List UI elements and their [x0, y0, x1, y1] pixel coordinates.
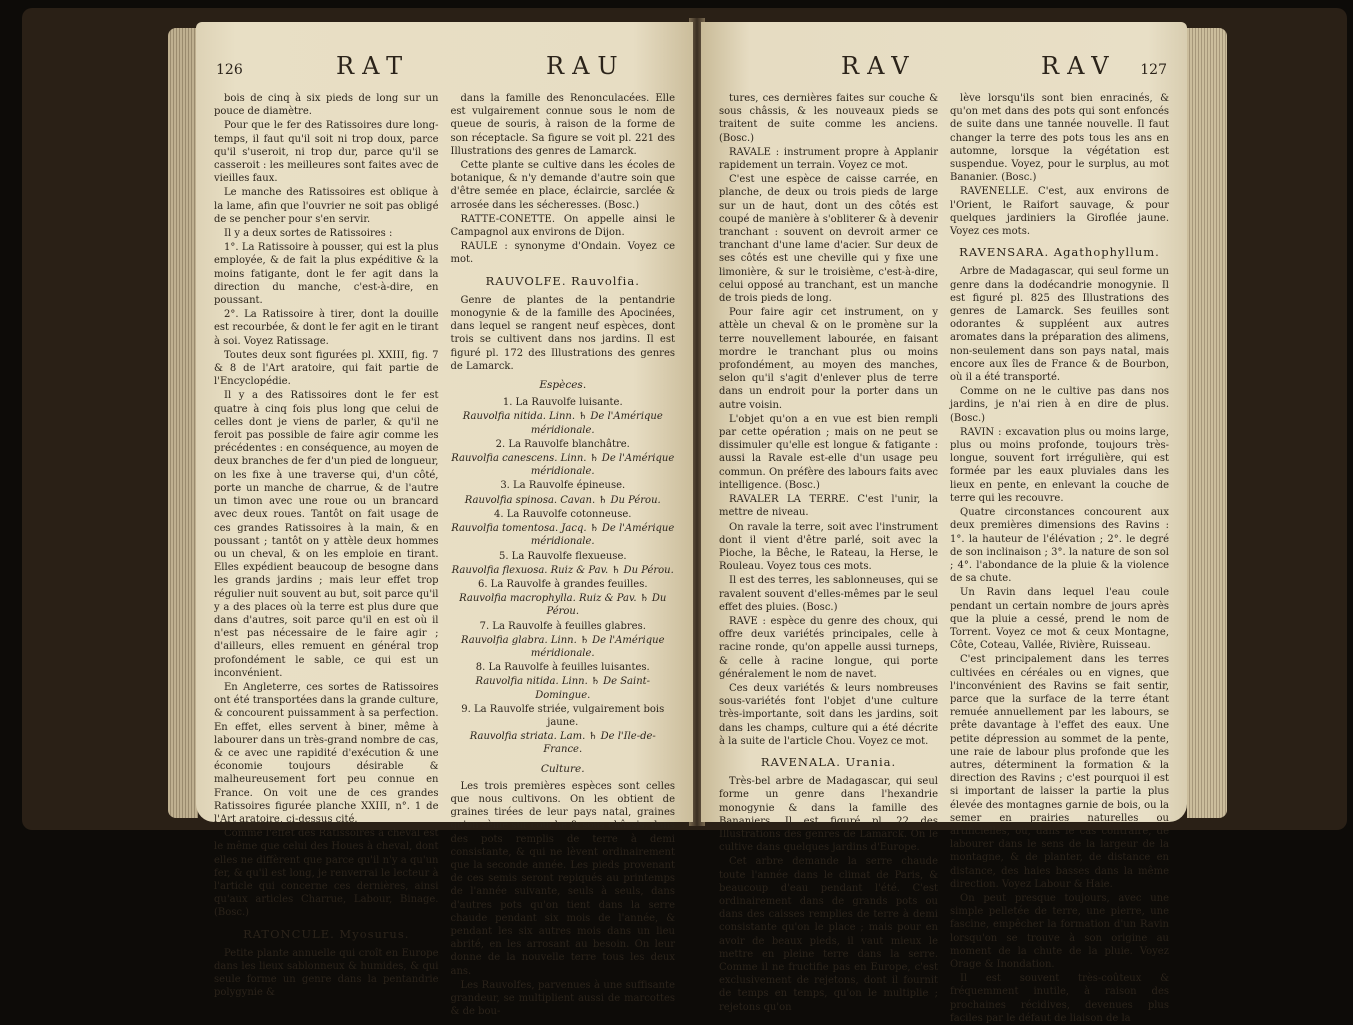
- entry-heading-rauvolfe: RAUVOLFE. Rauvolfia.: [485, 273, 640, 288]
- paragraph: 2. La Rauvolfe blanchâtre.: [495, 438, 630, 450]
- paragraph: RAVIN : excavation plus ou moins large, plus ou moins profonde, toujours très-longue, souvent fort irrégulière, qui est formée par les eaux pluviales dans les lieux en pente, en enlevant la couche de terre qui les recouvre.: [950, 426, 1169, 504]
- paragraph: On ravale la terre, soit avec l'instrument dont il vient d'être parlé, soit avec la Pioche, la Bêche, le Rateau, la Herse, le Rouleau. Voyez tous ces mots.: [719, 521, 938, 573]
- paragraph: Ces deux variétés & leurs nombreuses sous-variétés font l'objet d'une culture très-importante, soit dans les jardins, soit dans les champs, culture qui a été décrite à la suite de l'article Chou. Voyez ce mot.: [719, 682, 938, 747]
- entry-heading-ratoncule: RATONCULE. Myosurus.: [243, 926, 410, 941]
- paragraph: RAVALER LA TERRE. C'est l'unir, la mettre de niveau.: [719, 494, 938, 519]
- paragraph: tures, ces dernières faites sur couche & sous châssis, & les nouveaux pieds se traitent de suite comme les anciens. (Bosc.): [719, 93, 938, 144]
- book: [22, 8, 1347, 1024]
- paragraph: Pour que le fer des Ratissoires dure long-temps, il faut qu'il soit ni trop doux, parce qu'il s'useroit, ni trop dur, parce qu'il se casseroit : les meilleures sont faites avec de vieilles faux.: [214, 120, 439, 185]
- paragraph: dans la famille des Renonculacées. Elle est vulgairement connue sous le nom de queue de souris, à raison de la forme de son réceptacle. Sa figure se voit pl. 221 des Illustrations des genres de Lamarck.: [450, 93, 675, 157]
- right-page-edges: [1187, 28, 1227, 818]
- paragraph: Petite plante annuelle qui croît en Europe dans les lieux sablonneux & humides, & qui seule forme un genre dans la pentandrie polygynie &: [214, 947, 439, 999]
- paragraph: 1°. La Ratissoire à pousser, qui est la plus employée, & de fait la plus expéditive & la moins fatigante, dont le fer agit dans la direction du manche, c'est-à-dire, en poussant.: [214, 242, 439, 307]
- paragraph: RAVE : espèce du genre des choux, qui offre deux variétés principales, celle à racine ronde, qu'on appelle aussi turneps, & celle à racine longue, qui porte généralement le nom de navet.: [719, 615, 938, 680]
- paragraph: Il y a deux sortes de Ratissoires :: [224, 228, 393, 240]
- paragraph: 1. La Rauvolfe luisante.: [502, 397, 623, 409]
- paragraph: Arbre de Madagascar, qui seul forme un genre dans la dodécandrie monogynie. Il est figuré pl. 825 des Illustrations des genres de Lamarck. Ses feuilles sont odorantes & suppléent aux autres aromates dans la préparation des alimens, non-seulement dans son pays natal, mais encore aux îles de France & de Bourbon, où il a été transporté.: [950, 266, 1169, 384]
- paragraph: Quatre circonstances concourent aux deux premières dimensions des Ravins : 1°. la hauteur de l'élévation ; 2°. le degré de son inclinaison ; 3°. la nature de son sol ; 4°. l'abondance de la pluie & la violence de sa chute.: [950, 507, 1169, 585]
- right-page: [701, 22, 1187, 1024]
- paragraph: RAVALE : instrument propre à Applanir rapidement un terrain. Voyez ce mot.: [719, 146, 938, 172]
- paragraph: Rauvolfia spinosa. Cavan. ♄ Du Pérou.: [464, 494, 661, 506]
- section-heading-culture: Culture.: [540, 762, 585, 775]
- paragraph: Genre de plantes de la pentandrie monogynie & de la famille des Apocinées, dans lequel se rangent neuf espèces, dont trois se cultivent dans nos jardins. Il est figuré pl. 172 des Illustrations des genres de Lamarck.: [450, 294, 675, 372]
- paragraph: Le manche des Ratissoires est oblique à la lame, afin que l'ouvrier ne soit pas obligé de se pencher pour s'en servir.: [214, 187, 439, 225]
- left-running-title-1: RAT: [336, 52, 411, 80]
- paragraph: Cette plante se cultive dans les écoles de botanique, & n'y demande d'autre soin que d'être semée en place, éclaircie, sarclée & arrosée dans les sécheresses. (Bosc.): [450, 160, 675, 211]
- left-column-1: [214, 92, 439, 999]
- left-page: [196, 22, 693, 1018]
- paragraph: Un Ravin dans lequel l'eau coule pendant un certain nombre de jours après que la pluie a cessé, prend le nom de Torrent. Voyez ce mot & ceux Montagne, Côte, Coteau, Vallée, Rivière, Ruisseau.: [950, 587, 1169, 652]
- paragraph: 4. La Rauvolfe cotonneuse.: [494, 508, 632, 520]
- paragraph: Cet arbre demande la serre chaude toute l'année dans le climat de Paris, & beaucoup d'eau pendant l'été. C'est ordinairement dans de grands pots ou dans des caisses remplies de terre à demi consistante qu'on le place ; mais pour en avoir de beaux pieds, il vaut mieux le mettre en pleine terre dans la serre. Comme il ne fructifie pas en Europe, c'est exclusivement de rejetons, dont il fournit de temps en temps, qu'on le multiplie ; rejetons qu'on: [719, 856, 938, 1013]
- paragraph: L'objet qu'on a en vue est bien rempli par cette opération ; mais on ne peut se dissimuler qu'elle est longue & fatigante : aussi la Ravale est-elle d'un usage peu commun. On préfère des labours faits avec intelligence. (Bosc.): [719, 413, 938, 491]
- right-running-title-2: RAV: [1041, 52, 1117, 80]
- paragraph: RAVENELLE. C'est, aux environs de l'Orient, le Raifort sauvage, & pour quelques jardiniers la Giroflée jaune. Voyez ces mots.: [950, 186, 1169, 238]
- entry-heading-ravensara: RAVENSARA. Agathophyllum.: [959, 245, 1160, 260]
- paragraph: Très-bel arbre de Madagascar, qui seul forme un genre dans l'hexandrie monogynie & dans la famille des Bananiers. Il est figuré pl. 22 des Illustrations des genres de Lamarck. On le cultive dans quelques jardins d'Europe.: [719, 776, 938, 854]
- paragraph: RATTE-CONETTE. On appelle ainsi le Campagnol aux environs de Dijon.: [450, 213, 675, 239]
- paragraph: C'est principalement dans les terres cultivées en céréales ou en vignes, que l'inconvénient des Ravins se fait sentir, parce que la surface de la terre étant remuée annuellement par les labours, se prête davantage à l'effet des eaux. Une petite dépression au sommet de la pente, une raie de labour plus profonde que les autres, déterminent la formation & la direction des Ravins ; c'est pourquoi il est si important de laisser la partie la plus élevée des montagnes garnie de bois, ou la semer en prairies naturelles ou artificielles, ou, dans le cas contraire, de labourer dans le sens de la largeur de la montagne, & de planter, de distance en distance, des haies basses dans la même direction. Voyez Labour & Haie.: [950, 654, 1169, 890]
- paragraph: bois de cinq à six pieds de long sur un pouce de diamètre.: [214, 93, 439, 118]
- paragraph: Rauvolfia flexuosa. Ruiz & Pav. ♄ Du Pérou.: [451, 564, 674, 576]
- paragraph: Rauvolfia glabra. Linn. ♄ De l'Amérique méridionale.: [460, 634, 665, 659]
- right-column-1: [719, 92, 938, 1013]
- paragraph: Rauvolfia striata. Lam. ♄ De l'Ile-de-France.: [469, 731, 656, 756]
- right-page-header: [721, 32, 1167, 80]
- entry-heading-ravenala: RAVENALA. Urania.: [760, 754, 897, 769]
- paragraph: Rauvolfia nitida. Linn. ♄ De l'Amérique méridionale.: [462, 411, 663, 436]
- paragraph: Toutes deux sont figurées pl. XXIII, fig. 7 & 8 de l'Art aratoire, qui fait partie de l'Encyclopédie.: [214, 349, 439, 388]
- paragraph: Rauvolfia macrophylla. Ruiz & Pav. ♄ Du Pérou.: [459, 593, 667, 618]
- left-column-2: [450, 92, 676, 1018]
- left-page-columns: [214, 92, 675, 1018]
- paragraph: Rauvolfia nitida. Linn. ♄ De Saint-Domingue.: [475, 676, 651, 701]
- right-page-columns: [719, 92, 1169, 1024]
- paragraph: Les trois premières espèces sont celles que nous cultivons. On les obtient de graines tirées de leur pays natal, graines qu'on sème sur couche & sous châssis, dans des pots remplis de terre à demi consistante, & qui ne lèvent ordinairement que la seconde année. Les pieds provenant de ces semis seront repiqués au printemps de l'année suivante, seuls à seuls, dans d'autres pots qu'on tient dans la serre chaude pendant six mois de l'année, & pendant les six autres mois dans un lieu abrité, en les arrosant au besoin. On leur donne de la nouvelle terre tous les deux ans.: [450, 780, 675, 977]
- paragraph: 8. La Rauvolfe à feuilles luisantes.: [475, 662, 650, 674]
- left-page-edges: [168, 28, 198, 818]
- paragraph: Rauvolfia tomentosa. Jacq. ♄ De l'Amérique méridionale.: [451, 523, 675, 548]
- left-page-header: [216, 32, 673, 80]
- paragraph: 2°. La Ratissoire à tirer, dont la douille est recourbée, & dont le fer agit en le tirant à soi. Voyez Ratissage.: [214, 309, 439, 347]
- paragraph: 5. La Rauvolfe flexueuse.: [498, 550, 627, 562]
- paragraph: Rauvolfia canescens. Linn. ♄ De l'Amérique méridionale.: [451, 453, 675, 478]
- right-column-2: [950, 92, 1169, 1024]
- paragraph: C'est une espèce de caisse carrée, en planche, de deux ou trois pieds de large sur un de haut, dont un des côtés est coupé de manière à s'obliterer & à devenir tranchant : souvent on devroit armer ce tranchant d'une lame d'acier. Sur deux de ses côtés est une cheville qui y fixe une limonière, & sur le troisième, c'est-à-dire, celui opposé au tranchant, est un manche de trois pieds de long.: [719, 174, 938, 305]
- paragraph: 3. La Rauvolfe épineuse.: [500, 480, 626, 492]
- right-running-title-1: RAV: [841, 52, 917, 80]
- paragraph: RAULE : synonyme d'Ondain. Voyez ce mot.: [450, 241, 675, 266]
- paragraph: Il est des terres, les sablonneuses, qui se ravalent souvent d'elles-mêmes par le seul effet des pluies. (Bosc.): [719, 575, 938, 613]
- paragraph: 9. La Rauvolfe striée, vulgairement bois jaune.: [461, 703, 665, 728]
- paragraph: Il y a des Ratissoires dont le fer est quatre à cinq fois plus long que celui de celles dont je viens de parler, & qu'il ne feroit pas possible de faire agir comme les précédentes : en conséquence, au moyen de deux branches de fer d'un pied de longueur, on les fixe à une traverse qui, d'un côté, porte un manche de charrue, & de l'autre un timon avec une roue ou un brancard avec deux roues. Tantôt on fait usage de ces grandes Ratissoires à la main, & en poussant ; tantôt on y attèle deux hommes ou un cheval, & on les emploie en tirant. Elles expédient beaucoup de besogne dans les grands jardins ; mais leur effet trop régulier nuit souvent au but, soit parce qu'il y a des places où la terre est plus dure que dans d'autres, soit parce qu'il en est où il n'est pas nécessaire de le faire agir ; d'ailleurs, elles remuent en général trop profondément le sable, ce qui est un inconvénient.: [214, 390, 439, 679]
- paragraph: On peut presque toujours, avec une simple pelletée de terre, une pierre, une fascine, empêcher la formation d'un Ravin lorsqu'on se trouve à son origine au moment de la chute de la pluie. Voyez Orage & Inondation.: [950, 892, 1169, 970]
- paragraph: En Angleterre, ces sortes de Ratissoires ont été transportées dans la grande culture, & concourent puissamment à sa perfection. En effet, elles servent à biner, même à labourer dans un très-grand nombre de cas, & ce avec une rapidité d'exécution & une économie toujours désirable & malheureusement fort peu connue en France. On voit une de ces grandes Ratissoires figurée planche XXIII, n°. 1 de l'Art aratoire, ci-dessus cité.: [214, 681, 439, 825]
- paragraph: Comme on ne le cultive pas dans nos jardins, je n'ai rien à en dire de plus. (Bosc.): [950, 386, 1169, 424]
- paragraph: Les Rauvolfes, parvenues à une suffisante grandeur, se multiplient aussi de marcottes & de bou-: [450, 979, 675, 1018]
- paragraph: lève lorsqu'ils sont bien enracinés, & qu'on met dans des pots qui sont enfoncés de suite dans une tannée nouvelle. Il faut changer la terre des pots tous les ans en automne, lorsque la végétation est suspendue. Voyez, pour le surplus, au mot Bananier. (Bosc.): [950, 93, 1169, 184]
- paragraph: 7. La Rauvolfe à feuilles glabres.: [479, 620, 646, 632]
- paragraph: Pour faire agir cet instrument, on y attèle un cheval & on le promène sur la terre nouvellement labourée, en faisant mordre le tranchant plus ou moins profondément, au moyen des manches, selon qu'il s'agit d'enlever plus de terre dans un endroit pour la porter dans un autre voisin.: [719, 307, 938, 411]
- left-page-number: 126: [216, 62, 243, 78]
- section-heading-especes: Espèces.: [539, 379, 587, 392]
- paragraph: Comme l'effet des Ratissoires à cheval est le même que celui des Houes à cheval, dont elles ne diffèrent que parce qu'il n'y a qu'un fer, & qu'il est long, je renverrai le lecteur à l'article qui concerne ces dernières, ainsi qu'aux articles Charrue, Labour, Binage. (Bosc.): [214, 828, 439, 919]
- left-running-title-2: RAU: [546, 52, 626, 80]
- right-page-number: 127: [1140, 62, 1167, 78]
- paragraph: 6. La Rauvolfe à grandes feuilles.: [477, 578, 648, 590]
- paragraph: Il est souvent très-coûteux & fréquemment inutile, à raison des prochaines récidives, devenues plus faciles par le défaut de liaison de la: [950, 973, 1169, 1024]
